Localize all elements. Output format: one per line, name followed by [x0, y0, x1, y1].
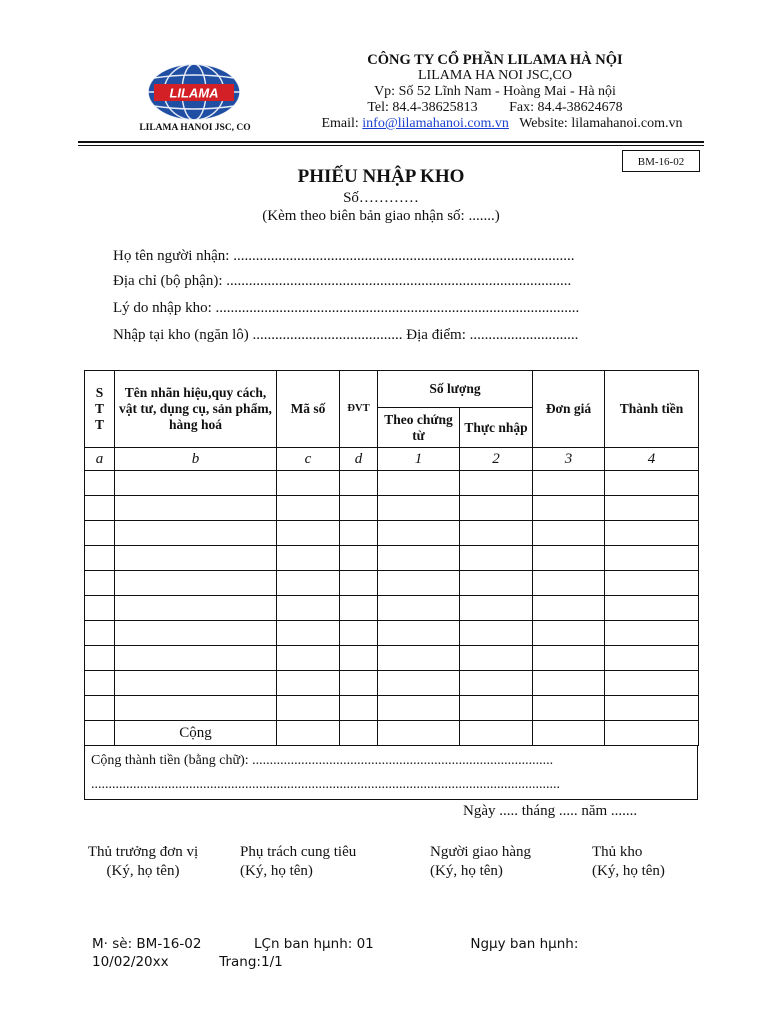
index-cell: b: [115, 448, 277, 471]
index-cell: 4: [605, 448, 699, 471]
company-address: Vp: Số 52 Lĩnh Nam - Hoàng Mai - Hà nội: [374, 84, 616, 99]
footer-line-1: [92, 935, 578, 953]
signature-deliverer: [430, 843, 570, 881]
goods-table: [84, 370, 699, 746]
signature-note: (Ký, họ tên): [430, 863, 503, 879]
table-row: [85, 646, 699, 671]
footer-revision: LÇn ban hµnh: 01: [254, 936, 374, 952]
index-cell: 2: [460, 448, 533, 471]
company-name-vi: CÔNG TY CỔ PHẦN LILAMA HÀ NỘI: [367, 52, 623, 68]
document-footer: [92, 935, 578, 971]
header-amount: Thành tiền: [605, 371, 699, 448]
table-row: [85, 671, 699, 696]
header-unit: ĐVT: [340, 371, 378, 448]
company-tel: Tel: 84.4-38625813: [367, 100, 478, 115]
index-cell: a: [85, 448, 115, 471]
index-cell: d: [340, 448, 378, 471]
signature-supply-manager: [240, 843, 390, 881]
total-row: [85, 721, 699, 746]
company-fax: Fax: 84.4-38624678: [509, 100, 623, 115]
index-row: [85, 448, 699, 471]
field-address: Địa chỉ (bộ phận): ............................................................................................: [113, 273, 572, 289]
signature-note: (Ký, họ tên): [240, 863, 313, 879]
header-qty-document: Theo chứng từ: [378, 408, 460, 448]
signature-role: Phụ trách cung tiêu: [240, 844, 357, 860]
document-number: Số…………: [343, 190, 419, 206]
signature-role: Thủ kho: [592, 844, 643, 860]
footer-line-2: [92, 953, 578, 971]
amount-in-words-continuation: ......................................................................................................................................: [91, 777, 560, 792]
email-label: Email:: [321, 116, 359, 131]
table-row: [85, 546, 699, 571]
signature-role: Thủ trưởng đơn vị: [87, 844, 199, 860]
company-website: Website: lilamahanoi.com.vn: [519, 116, 683, 131]
logo-caption: LILAMA HANOI JSC, CO: [139, 123, 251, 133]
header-qty-actual: Thực nhập: [460, 408, 533, 448]
attachment-reference: (Kèm theo biên bản giao nhận số: .......): [262, 208, 500, 224]
signature-note: (Ký, họ tên): [592, 863, 665, 879]
signature-note: (Ký, họ tên): [106, 863, 180, 879]
amount-in-words-line: Cộng thành tiền (bằng chữ): ......................................................................................: [91, 753, 554, 768]
table-row: [85, 471, 699, 496]
amount-in-words-box: [84, 746, 698, 800]
table-row: [85, 696, 699, 721]
header-item-name: Tên nhãn hiệu,quy cách, vật tư, dụng cụ, sản phẩm, hàng hoá: [115, 371, 277, 448]
footer-form-code: M· sè: BM-16-02: [92, 936, 202, 952]
header-quantity: Số lượng: [378, 371, 533, 408]
company-header: [290, 52, 700, 132]
field-receiver: Họ tên người nhận: ...........................................................................................: [113, 248, 575, 264]
signature-role: Người giao hàng: [430, 844, 532, 860]
table-row: [85, 571, 699, 596]
email-link[interactable]: info@lilamahanoi.com.vn: [362, 116, 509, 131]
logo-wordmark: LILAMA: [169, 85, 219, 101]
date-line: Ngày ..... tháng ..... năm .......: [463, 803, 638, 819]
company-logo: [146, 62, 242, 122]
document-title: PHIẾU NHẬP KHO: [297, 166, 465, 187]
company-phone-line: [290, 100, 700, 116]
header-code: Mã số: [277, 371, 340, 448]
header-divider: [78, 141, 704, 143]
signature-storekeeper: [592, 843, 702, 881]
index-cell: c: [277, 448, 340, 471]
footer-issue-label: Ngµy ban hµnh:: [470, 936, 579, 952]
field-warehouse: Nhập tại kho (ngăn lô) ........................................ Địa điểm: .............................: [113, 327, 579, 343]
field-reason: Lý do nhập kho: .................................................................................................: [113, 300, 580, 316]
company-name-en: LILAMA HA NOI JSC,CO: [417, 68, 572, 83]
company-contact-line: [290, 116, 700, 132]
header-divider-thin: [78, 145, 704, 146]
header-unit-price: Đơn giá: [533, 371, 605, 448]
footer-issue-date: 10/02/20xx: [92, 954, 169, 970]
table-row: [85, 521, 699, 546]
table-row: [85, 621, 699, 646]
footer-page: Trang:1/1: [219, 954, 283, 970]
index-cell: 1: [378, 448, 460, 471]
table-row: [85, 596, 699, 621]
table-row: [85, 496, 699, 521]
index-cell: 3: [533, 448, 605, 471]
signature-head-of-unit: [70, 843, 216, 881]
header-stt: S T T: [85, 371, 115, 448]
form-code-box: BM-16-02: [622, 150, 700, 172]
total-label: Cộng: [115, 721, 277, 746]
